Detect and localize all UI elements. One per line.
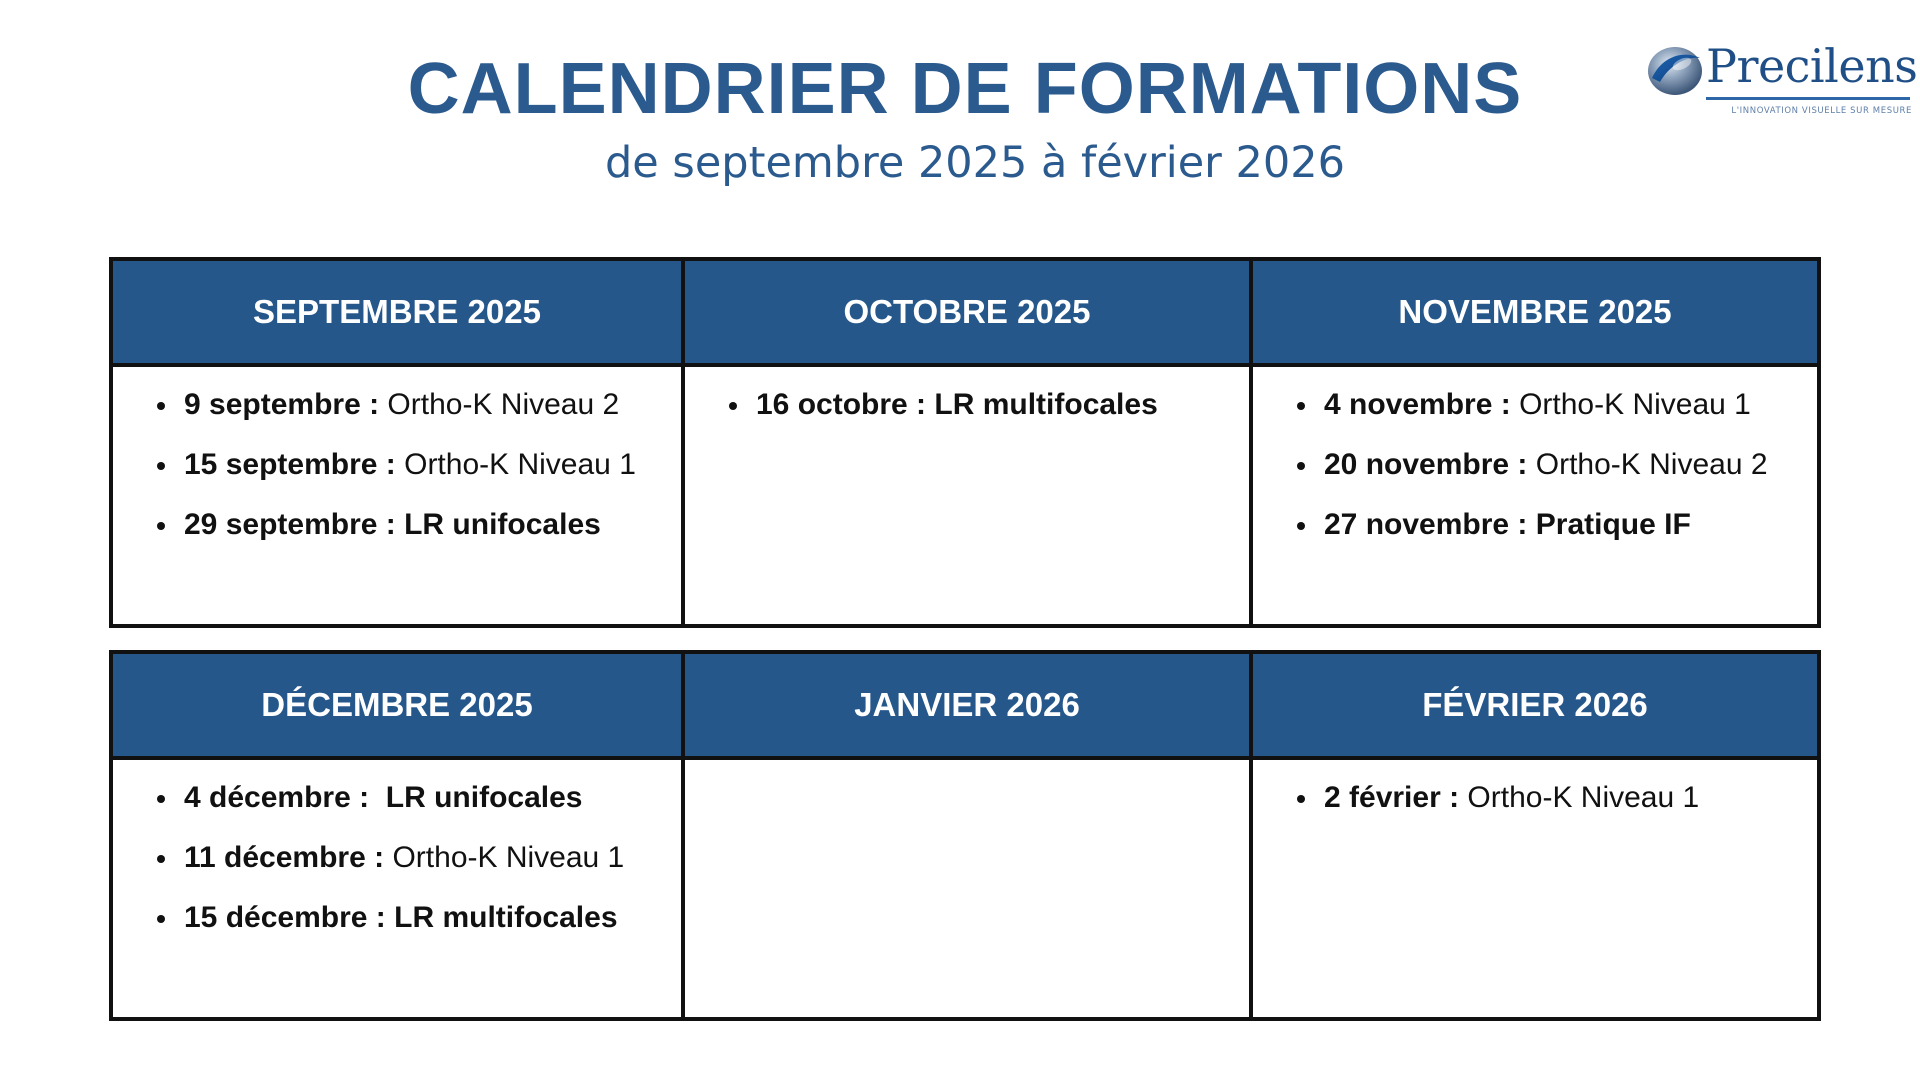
month-cell-september	[113, 261, 681, 624]
event-title: Ortho-K Niveau 1	[1467, 781, 1700, 814]
event-date: 15 décembre	[184, 901, 368, 934]
event-title: LR multifocales	[394, 901, 618, 934]
event-separator: :	[360, 388, 388, 421]
month-cell-december	[113, 654, 681, 1017]
event-list	[113, 760, 681, 960]
calendar-row-2	[109, 650, 1821, 1021]
month-cell-october	[681, 261, 1249, 624]
event-date: 20 novembre	[1324, 448, 1510, 481]
event-item	[1297, 507, 1797, 543]
event-list	[1253, 367, 1817, 567]
event-date: 16 octobre	[756, 388, 908, 421]
event-title: Ortho-K Niveau 2	[387, 388, 620, 421]
month-header: DÉCEMBRE 2025	[113, 654, 681, 760]
event-separator: :	[377, 448, 405, 481]
eye-lens-logo-icon	[1646, 42, 1704, 100]
logo-tagline: L'INNOVATION VISUELLE SUR MESURE	[1731, 106, 1912, 116]
event-item	[157, 447, 661, 483]
logo-underline	[1706, 97, 1910, 100]
event-item	[1297, 387, 1797, 423]
event-date: 9 septembre	[184, 388, 361, 421]
event-list	[1253, 760, 1817, 840]
event-separator: :	[367, 901, 395, 934]
event-list	[685, 760, 1249, 780]
event-separator: :	[1509, 448, 1536, 481]
event-title: Ortho-K Niveau 2	[1535, 448, 1768, 481]
event-title: Ortho-K Niveau 1	[404, 448, 636, 481]
page-title: CALENDRIER DE FORMATIONS	[407, 49, 1523, 129]
event-item	[729, 387, 1229, 423]
event-item	[157, 387, 661, 423]
event-separator: :	[1440, 781, 1468, 814]
event-title: LR unifocales	[385, 781, 583, 814]
event-title: Pratique IF	[1535, 508, 1691, 541]
calendar-row-1	[109, 257, 1821, 628]
month-cell-november	[1249, 261, 1817, 624]
logo-wordmark: Precilens	[1706, 39, 1918, 93]
event-title: LR unifocales	[404, 508, 601, 541]
event-title: Ortho-K Niveau 1	[392, 841, 625, 874]
month-cell-january	[681, 654, 1249, 1017]
page-subtitle: de septembre 2025 à février 2026	[605, 138, 1345, 188]
event-item	[157, 900, 661, 936]
event-date: 27 novembre	[1324, 508, 1510, 541]
event-separator: :	[365, 841, 393, 874]
month-header: FÉVRIER 2026	[1253, 654, 1817, 760]
event-date: 4 novembre	[1324, 388, 1493, 421]
event-date: 4 décembre	[184, 781, 351, 814]
event-date: 11 décembre	[184, 841, 366, 874]
event-separator: :	[377, 508, 405, 541]
event-date: 2 février	[1324, 781, 1441, 814]
month-header: OCTOBRE 2025	[685, 261, 1249, 367]
event-date: 29 septembre	[184, 508, 378, 541]
event-separator: :	[350, 781, 386, 814]
event-list	[685, 367, 1249, 447]
event-title: LR multifocales	[934, 388, 1158, 421]
event-title: Ortho-K Niveau 1	[1519, 388, 1751, 421]
event-separator: :	[907, 388, 935, 421]
month-header: JANVIER 2026	[685, 654, 1249, 760]
event-item	[157, 507, 661, 543]
event-date: 15 septembre	[184, 448, 378, 481]
event-item	[1297, 780, 1797, 816]
event-separator: :	[1509, 508, 1536, 541]
month-header: NOVEMBRE 2025	[1253, 261, 1817, 367]
event-separator: :	[1492, 388, 1520, 421]
event-item	[157, 840, 661, 876]
event-item	[157, 780, 661, 816]
precilens-logo	[1646, 38, 1918, 116]
event-list	[113, 367, 681, 567]
month-cell-february	[1249, 654, 1817, 1017]
event-item	[1297, 447, 1797, 483]
month-header: SEPTEMBRE 2025	[113, 261, 681, 367]
